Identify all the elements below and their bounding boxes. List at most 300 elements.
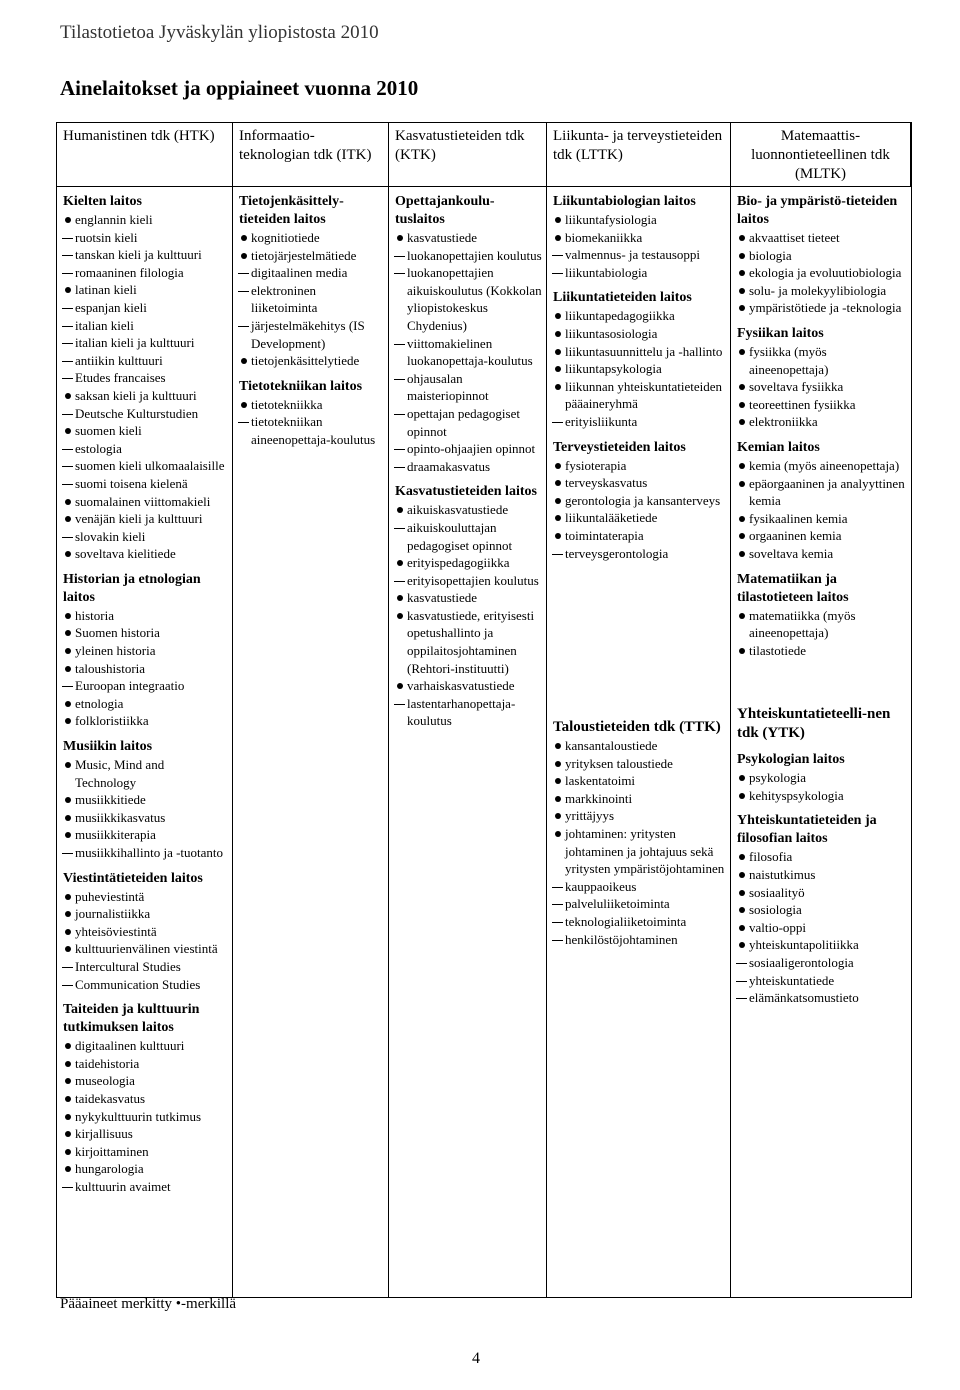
bullet-icon	[739, 648, 745, 654]
bullet-icon	[739, 907, 745, 913]
subject-label: liikuntasuunnittelu ja -hallinto	[565, 343, 723, 359]
bullet-icon	[555, 366, 561, 372]
subject-item	[63, 352, 228, 370]
subject-label: aikuiskouluttajan pedagogiset opinnot	[407, 519, 513, 553]
subject-label: järjestelmäkehitys (IS Development)	[251, 317, 365, 351]
dash-icon	[62, 985, 73, 986]
dash-icon	[62, 238, 73, 239]
subject-item	[553, 264, 726, 282]
department-heading: Opettajankoulu-tuslaitos	[395, 194, 495, 227]
subject-label: slovakin kieli	[75, 528, 146, 544]
dash-icon	[552, 273, 563, 274]
subject-label: liikuntasosiologia	[565, 325, 658, 341]
dash-icon	[62, 378, 73, 379]
bullet-icon	[65, 1131, 71, 1137]
subject-label: psykologia	[749, 770, 807, 786]
subject-label: sosiaalityö	[749, 884, 805, 900]
subject-label: suomi toisena kielenä	[75, 475, 188, 491]
subject-item	[63, 317, 228, 335]
subject-item	[395, 264, 542, 334]
faculty-column	[57, 187, 233, 1297]
subject-label: varhaiskasvatustiede	[407, 678, 515, 694]
dash-icon	[736, 963, 747, 964]
faculty-table	[56, 122, 912, 1298]
bullet-icon	[65, 911, 71, 917]
dash-icon	[552, 904, 563, 905]
subject-item	[63, 422, 228, 440]
subject-item	[63, 510, 228, 528]
running-header: Tilastotietoa Jyväskylän yliopistosta 2010	[60, 22, 379, 43]
subject-label: musiikkikasvatus	[75, 809, 166, 825]
department-heading: Yhteiskuntatieteelli-nen tdk (YTK)	[737, 706, 891, 742]
bullet-icon	[65, 499, 71, 505]
subject-item	[63, 387, 228, 405]
bullet-icon	[65, 613, 71, 619]
subject-item	[553, 737, 726, 755]
subject-label: kulttuurin avaimet	[75, 1178, 171, 1194]
subject-item	[239, 247, 384, 265]
subject-item	[737, 901, 907, 919]
subject-label: markkinointi	[565, 790, 633, 806]
bullet-icon	[739, 235, 745, 241]
bullet-icon	[739, 872, 745, 878]
bullet-icon	[555, 349, 561, 355]
subject-label: tietojenkäsittelytiede	[251, 353, 360, 369]
subject-item	[553, 457, 726, 475]
subject-label: liikuntapsykologia	[565, 361, 662, 377]
subject-item	[63, 1108, 228, 1126]
subject-item	[395, 519, 542, 554]
bullet-icon	[739, 775, 745, 781]
bullet-icon	[739, 925, 745, 931]
subject-item	[63, 923, 228, 941]
subject-label: kasvatustiede	[407, 230, 478, 245]
dash-icon	[62, 686, 73, 687]
subject-item	[737, 343, 907, 378]
subject-label: Euroopan integraatio	[75, 678, 185, 694]
bullet-icon	[555, 761, 561, 767]
subject-label: valmennus- ja testausoppi	[565, 247, 701, 263]
subject-item	[63, 264, 228, 282]
subject-item	[737, 247, 907, 265]
subject-item	[239, 282, 384, 317]
subject-label: laskentatoimi	[565, 773, 636, 789]
subject-item	[553, 378, 726, 413]
subject-item	[395, 458, 542, 476]
subject-label: erityisopettajien koulutus	[407, 572, 539, 588]
dash-icon	[62, 466, 73, 467]
subject-item	[553, 229, 726, 247]
bullet-icon	[65, 718, 71, 724]
bullet-icon	[65, 1114, 71, 1120]
dash-icon	[238, 291, 249, 292]
subject-label: tanskan kieli ja kulttuuri	[75, 247, 202, 263]
subject-item	[737, 787, 907, 805]
dash-icon	[552, 255, 563, 256]
subject-label: luokanopettajien aikuiskoulutus (Kokkolan yliopistokeskus Chydenius)	[407, 265, 542, 333]
subject-item	[737, 769, 907, 787]
subject-label: journalistiikka	[75, 906, 151, 922]
dash-icon	[552, 940, 563, 941]
bullet-icon	[397, 613, 403, 619]
subject-label: fysiikka (myös aineenopettaja)	[749, 343, 829, 377]
bullet-icon	[65, 762, 71, 768]
subject-label: kulttuurienvälinen viestintä	[75, 941, 218, 957]
subject-label: lastentarhanopettaja-koulutus	[407, 695, 516, 729]
subject-label: sosiologia	[749, 902, 802, 918]
subject-label: elektroninen liiketoiminta	[251, 282, 318, 316]
subject-item	[63, 545, 228, 563]
department-heading: Liikuntabiologian laitos	[553, 194, 696, 209]
subject-item	[737, 299, 907, 317]
dash-icon	[394, 449, 405, 450]
department-heading: Historian ja etnologian laitos	[63, 571, 201, 605]
bullet-icon	[739, 533, 745, 539]
subject-label: Etudes francaises	[75, 370, 166, 386]
subject-item	[553, 913, 726, 931]
subject-item	[553, 895, 726, 913]
subject-item	[239, 352, 384, 370]
subject-item	[737, 884, 907, 902]
subject-label: tietotekniikan aineenopettaja-koulutus	[251, 414, 376, 447]
bullet-icon	[65, 551, 71, 557]
subject-label: yleinen historia	[75, 643, 156, 659]
subject-item	[553, 360, 726, 378]
subject-item	[63, 940, 228, 958]
subject-label: kasvatustiede, erityisesti opetushallinto ja oppilaitosjohtaminen (Rehtori-instituutti)	[407, 607, 535, 676]
bullet-icon	[739, 384, 745, 390]
subject-label: tietojärjestelmätiede	[251, 247, 357, 263]
bullet-icon	[65, 630, 71, 636]
subject-label: kemia (myös aineenopettaja)	[749, 457, 900, 473]
department-heading: Tietotekniikan laitos	[239, 378, 363, 394]
subject-label: liikuntalääketiede	[565, 510, 658, 526]
bullet-icon	[65, 701, 71, 707]
subject-label: venäjän kieli ja kulttuuri	[75, 511, 203, 527]
bullet-icon	[739, 349, 745, 355]
bullet-icon	[65, 666, 71, 672]
footnote: Pääaineet merkitty •-merkillä	[60, 1296, 237, 1312]
bullet-icon	[555, 463, 561, 469]
subject-item	[63, 1055, 228, 1073]
bullet-icon	[241, 235, 247, 241]
bullet-icon	[65, 1149, 71, 1155]
department-heading: Kielten laitos	[63, 194, 142, 209]
subject-item	[395, 501, 542, 519]
subject-item	[553, 755, 726, 773]
dash-icon	[62, 308, 73, 309]
subject-label: luokanopettajien koulutus	[407, 247, 542, 263]
subject-label: museologia	[75, 1073, 135, 1089]
subject-item	[63, 334, 228, 352]
bullet-icon	[555, 533, 561, 539]
subject-item	[737, 866, 907, 884]
faculty-header: Matemaattis-luonnontieteellinen tdk (MLTK)	[731, 123, 911, 187]
subject-item	[553, 772, 726, 790]
subject-item	[553, 492, 726, 510]
bullet-icon	[555, 831, 561, 837]
subject-label: kansantaloustiede	[565, 738, 658, 754]
dash-icon	[552, 422, 563, 423]
faculty-header: Kasvatustieteiden tdk (KTK)	[389, 123, 547, 187]
subject-label: soveltava fysiikka	[749, 379, 844, 395]
subject-item	[553, 343, 726, 361]
dash-icon	[62, 449, 73, 450]
subject-label: Communication Studies	[75, 976, 201, 992]
subject-item	[553, 211, 726, 229]
bullet-icon	[555, 480, 561, 486]
bullet-icon	[555, 331, 561, 337]
bullet-icon	[65, 815, 71, 821]
subject-label: fysikaalinen kemia	[749, 510, 848, 526]
subject-label: naistutkimus	[749, 867, 816, 883]
dash-icon	[394, 256, 405, 257]
subject-label: teoreettinen fysiikka	[749, 396, 856, 412]
subject-item	[395, 247, 542, 265]
subject-label: Deutsche Kulturstudien	[75, 405, 199, 421]
subject-label: erityispedagogiikka	[407, 555, 510, 571]
subject-label: nykykulttuurin tutkimus	[75, 1108, 202, 1124]
bullet-icon	[65, 1166, 71, 1172]
bullet-icon	[397, 595, 403, 601]
subject-item	[553, 307, 726, 325]
bullet-icon	[739, 288, 745, 294]
bullet-icon	[739, 890, 745, 896]
bullet-icon	[739, 270, 745, 276]
subject-label: liikuntapedagogiikka	[565, 308, 675, 324]
subject-item	[553, 931, 726, 949]
subject-label: kehityspsykologia	[749, 787, 844, 803]
subject-label: biomekaniikka	[565, 229, 643, 245]
subject-item	[63, 440, 228, 458]
subject-item	[63, 211, 228, 229]
department-heading: Tietojenkäsittely-tieteiden laitos	[239, 194, 344, 227]
subject-label: kauppaoikeus	[565, 878, 637, 894]
subject-label: kognitiotiede	[251, 230, 320, 245]
faculty-header: Humanistinen tdk (HTK)	[57, 123, 233, 187]
department-heading: Psykologian laitos	[737, 752, 845, 768]
bullet-icon	[65, 1078, 71, 1084]
dash-icon	[552, 922, 563, 923]
subject-label: erityisliikunta	[565, 413, 638, 429]
subject-label: aikuiskasvatustiede	[407, 502, 509, 518]
subject-item	[395, 440, 542, 458]
bullet-icon	[555, 515, 561, 521]
subject-item	[63, 1090, 228, 1108]
bullet-icon	[397, 683, 403, 689]
subject-item	[63, 405, 228, 423]
bullet-icon	[65, 1061, 71, 1067]
dash-icon	[238, 422, 249, 423]
subject-item	[239, 396, 384, 414]
subject-item	[395, 554, 542, 572]
subject-label: palveluliiketoiminta	[565, 896, 670, 912]
subject-label: Intercultural Studies	[75, 958, 181, 974]
subject-label: ekologia ja evoluutiobiologia	[749, 265, 902, 281]
subject-item	[737, 510, 907, 528]
bullet-icon	[739, 613, 745, 619]
subject-item	[553, 807, 726, 825]
bullet-icon	[555, 313, 561, 319]
subject-label: solu- ja molekyylibiologia	[749, 282, 887, 298]
subject-item	[395, 405, 542, 440]
subject-item	[63, 660, 228, 678]
bullet-icon	[739, 854, 745, 860]
subject-item	[63, 712, 228, 730]
bullet-icon	[555, 743, 561, 749]
subject-label: suomen kieli	[75, 423, 142, 439]
subject-label: toimintaterapia	[565, 527, 644, 543]
subject-label: musiikkitiede	[75, 792, 146, 808]
subject-label: romaaninen filologia	[75, 264, 184, 280]
dash-icon	[736, 981, 747, 982]
bullet-icon	[739, 419, 745, 425]
subject-item	[63, 1178, 228, 1196]
subject-label: tietotekniikka	[251, 396, 323, 412]
subject-label: yhteiskuntapolitiikka	[749, 937, 859, 953]
subject-item	[63, 624, 228, 642]
department-heading: Terveystieteiden laitos	[553, 439, 686, 455]
subject-item	[737, 475, 907, 510]
subject-item	[737, 229, 907, 247]
subject-label: digitaalinen media	[251, 265, 348, 281]
subject-label: soveltava kemia	[749, 545, 834, 561]
dash-icon	[62, 361, 73, 362]
bullet-icon	[241, 402, 247, 408]
subject-item	[63, 457, 228, 475]
subject-item	[553, 790, 726, 808]
subject-item	[63, 281, 228, 299]
bullet-icon	[65, 832, 71, 838]
faculty-column	[389, 187, 547, 1297]
subject-label: Music, Mind and Technology	[75, 757, 165, 790]
bullet-icon	[65, 393, 71, 399]
bullet-icon	[65, 929, 71, 935]
subject-label: puheviestintä	[75, 888, 145, 904]
department-heading: Kemian laitos	[737, 439, 820, 455]
subject-label: musiikkiterapia	[75, 827, 156, 843]
subject-item	[395, 677, 542, 695]
department-heading: Yhteiskuntatieteiden ja filosofian laitos	[737, 813, 877, 847]
bullet-icon	[65, 946, 71, 952]
subject-item	[63, 809, 228, 827]
dash-icon	[238, 326, 249, 327]
subject-label: hungarologia	[75, 1161, 144, 1177]
subject-item	[553, 878, 726, 896]
bullet-icon	[555, 498, 561, 504]
subject-label: ruotsin kieli	[75, 229, 138, 245]
subject-label: orgaaninen kemia	[749, 528, 842, 544]
subject-item	[737, 264, 907, 282]
dash-icon	[394, 379, 405, 380]
faculty-column	[731, 187, 911, 1297]
bullet-icon	[65, 428, 71, 434]
subject-label: musiikkihallinto ja -tuotanto	[75, 845, 224, 860]
subject-item	[553, 474, 726, 492]
faculty-header: Liikunta- ja terveystieteiden tdk (LTTK)	[547, 123, 731, 187]
subject-item	[737, 848, 907, 866]
dash-icon	[394, 704, 405, 705]
bullet-icon	[65, 217, 71, 223]
subject-label: draamakasvatus	[407, 458, 491, 474]
subject-item	[63, 493, 228, 511]
subject-label: etnologia	[75, 695, 124, 711]
subject-label: sosiaaligerontologia	[749, 955, 854, 971]
subject-item	[737, 527, 907, 545]
subject-item	[63, 1072, 228, 1090]
dash-icon	[62, 537, 73, 538]
subject-item	[63, 607, 228, 625]
subject-item	[63, 299, 228, 317]
subject-label: opettajan pedagogiset opinnot	[407, 405, 520, 439]
bullet-icon	[241, 358, 247, 364]
subject-label: matematiikka (myös aineenopettaja)	[749, 607, 856, 641]
dash-icon	[394, 273, 405, 274]
subject-label: epäorgaaninen ja analyyttinen kemia	[749, 475, 905, 509]
subject-item	[63, 677, 228, 695]
subject-item	[63, 905, 228, 923]
bullet-icon	[65, 894, 71, 900]
dash-icon	[552, 554, 563, 555]
page-number: 4	[472, 1350, 480, 1367]
subject-label: henkilöstöjohtaminen	[565, 931, 678, 947]
subject-item	[737, 972, 907, 990]
subject-item	[239, 264, 384, 282]
faculty-column	[547, 187, 731, 1297]
subject-item	[395, 370, 542, 405]
bullet-icon	[397, 507, 403, 513]
subject-label: akvaattiset tieteet	[749, 230, 840, 245]
subject-label: elämänkatsomustieto	[749, 990, 859, 1006]
bullet-icon	[555, 813, 561, 819]
bullet-icon	[739, 551, 745, 557]
subject-label: kirjoittaminen	[75, 1143, 149, 1159]
subject-label: soveltava kielitiede	[75, 546, 176, 562]
subject-label: folkloristiikka	[75, 713, 149, 729]
department-heading: Viestintätieteiden laitos	[63, 870, 203, 886]
subject-item	[63, 642, 228, 660]
subject-label: yhteiskuntatiede	[749, 972, 835, 988]
subject-item	[63, 826, 228, 844]
bullet-icon	[739, 402, 745, 408]
subject-label: espanjan kieli	[75, 299, 147, 315]
subject-label: terveyskasvatus	[565, 475, 648, 491]
subject-label: historia	[75, 607, 114, 623]
subject-label: italian kieli	[75, 317, 134, 333]
bullet-icon	[739, 516, 745, 522]
subject-item	[63, 475, 228, 493]
dash-icon	[394, 344, 405, 345]
subject-label: fysioterapia	[565, 457, 627, 473]
subject-item	[553, 545, 726, 563]
subject-item	[395, 695, 542, 730]
subject-label: liikunnan yhteiskuntatieteiden pääaineryhmä	[565, 378, 723, 412]
subject-item	[737, 282, 907, 300]
bullet-icon	[65, 287, 71, 293]
dash-icon	[62, 255, 73, 256]
subject-label: suomalainen viittomakieli	[75, 493, 211, 509]
bullet-icon	[555, 778, 561, 784]
subject-item	[63, 976, 228, 994]
subject-item	[737, 607, 907, 642]
subject-label: filosofia	[749, 849, 793, 865]
dash-icon	[552, 887, 563, 888]
subject-item	[63, 229, 228, 247]
subject-label: latinan kieli	[75, 282, 137, 298]
dash-icon	[62, 326, 73, 327]
subject-item	[239, 413, 384, 448]
bullet-icon	[739, 463, 745, 469]
